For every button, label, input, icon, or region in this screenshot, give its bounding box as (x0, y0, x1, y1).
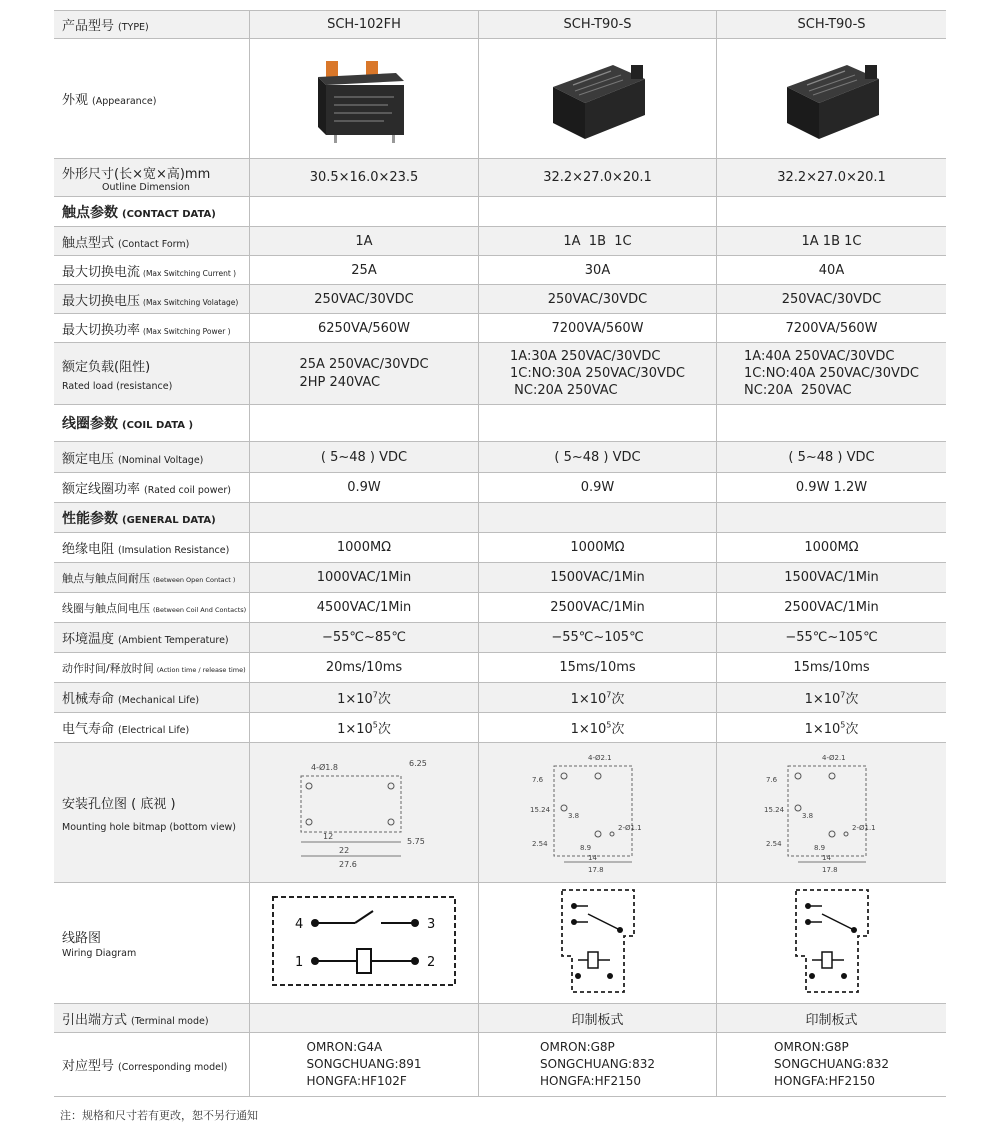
cell-value: 1000MΩ (479, 533, 717, 563)
row-ambient-temp (54, 623, 946, 653)
row-label: 触点型式 (Contact Form) (54, 227, 250, 256)
row-max-power (54, 314, 946, 343)
section-contact (54, 197, 946, 227)
svg-text:3.8: 3.8 (801, 811, 813, 820)
cell-value: $1\times 10^7$次 (479, 683, 717, 713)
row-corresponding (54, 1033, 946, 1097)
model-1: SCH-102FH (250, 11, 479, 39)
row-open-contact (54, 563, 946, 593)
cell-value: 7200VA/560W (717, 314, 947, 343)
row-max-voltage (54, 285, 946, 314)
cell-value: 30A (479, 256, 717, 285)
row-mounting (54, 743, 946, 883)
cell-value: ( 5~48 ) VDC (250, 442, 479, 473)
corresponding-3: OMRON:G8P SONGCHUANG:832 HONGFA:HF2150 (717, 1033, 947, 1097)
cell-value: ( 5~48 ) VDC (479, 442, 717, 473)
cell-value: 1A 1B 1C (479, 227, 717, 256)
row-electrical-life (54, 713, 946, 743)
cell-value: $1\times 10^5$次 (717, 713, 947, 743)
model-3: SCH-T90-S (717, 11, 947, 39)
cell-value: 0.9W 1.2W (717, 473, 947, 503)
corresponding-2: OMRON:G8P SONGCHUANG:832 HONGFA:HF2150 (479, 1033, 717, 1097)
wiring-diagram-3 (717, 883, 947, 1004)
mounting-hole-drawing (528, 746, 668, 876)
cell-value: 4500VAC/1Min (250, 593, 479, 623)
wiring-diagram-drawing (558, 886, 638, 996)
row-label: 线圈与触点间电压 (Between Coil And Contacts) (54, 593, 250, 623)
svg-text:5.75: 5.75 (407, 836, 425, 846)
svg-text:22: 22 (339, 845, 350, 855)
section-heading: 触点参数 (CONTACT DATA) (54, 197, 250, 227)
model-2: SCH-T90-S (479, 11, 717, 39)
svg-text:3.8: 3.8 (567, 811, 579, 820)
cell-value: 6250VA/560W (250, 314, 479, 343)
row-label: 引出端方式 (Terminal mode) (54, 1004, 250, 1033)
relay-t90-image (767, 47, 897, 147)
row-label: 最大切换电流 (Max Switching Current ) (54, 256, 250, 285)
section-general (54, 503, 946, 533)
cell-value: −55℃~105℃ (479, 623, 717, 653)
svg-text:17.8: 17.8 (821, 865, 838, 874)
cell-value: $1\times 10^7$次 (717, 683, 947, 713)
row-label: 额定电压 (Nominal Voltage) (54, 442, 250, 473)
svg-text:2.54: 2.54 (765, 839, 782, 848)
corresponding-1: OMRON:G4A SONGCHUANG:891 HONGFA:HF102F (250, 1033, 479, 1097)
type-label: 产品型号 (TYPE) (54, 11, 250, 39)
svg-text:8.9: 8.9 (579, 843, 591, 852)
svg-text:7.6: 7.6 (765, 775, 777, 784)
row-label: 电气寿命 (Electrical Life) (54, 713, 250, 743)
wiring-diagram-drawing (792, 886, 872, 996)
cell-value: 2500VAC/1Min (479, 593, 717, 623)
cell-value: $1\times 10^5$次 (250, 713, 479, 743)
row-dimension (54, 159, 946, 197)
row-appearance (54, 39, 946, 159)
row-type (54, 11, 946, 39)
row-action-time (54, 653, 946, 683)
row-nominal-voltage (54, 442, 946, 473)
cell-value: 1500VAC/1Min (479, 563, 717, 593)
cell-value: 1500VAC/1Min (717, 563, 947, 593)
relay-image-1 (250, 39, 479, 159)
wiring-diagram-2 (479, 883, 717, 1004)
cell-value: 1000MΩ (717, 533, 947, 563)
cell-value: 1000VAC/1Min (250, 563, 479, 593)
svg-text:12: 12 (323, 831, 334, 841)
cell-value (250, 1004, 479, 1033)
svg-text:27.6: 27.6 (339, 859, 357, 869)
cell-value: −55℃~105℃ (717, 623, 947, 653)
svg-text:15.24: 15.24 (529, 805, 550, 814)
svg-text:4-Ø1.8: 4-Ø1.8 (311, 762, 338, 772)
cell-value: −55℃~85℃ (250, 623, 479, 653)
wiring-diagram-drawing (269, 891, 459, 991)
cell-value: $1\times 10^5$次 (479, 713, 717, 743)
row-label: 环境温度 (Ambient Temperature) (54, 623, 250, 653)
rated-load-2: 1A:30A 250VAC/30VDC 1C:NO:30A 250VAC/30VDC NC:20A 250VAC (479, 343, 717, 405)
cell-value: ( 5~48 ) VDC (717, 442, 947, 473)
row-mechanical-life (54, 683, 946, 713)
svg-text:17.8: 17.8 (587, 865, 604, 874)
cell-value: 1A (250, 227, 479, 256)
rated-load-3: 1A:40A 250VAC/30VDC 1C:NO:40A 250VAC/30VDC NC:20A 250VAC (717, 343, 947, 405)
row-rated-load (54, 343, 946, 405)
cell-value: 250VAC/30VDC (717, 285, 947, 314)
cell-value: 25A (250, 256, 479, 285)
svg-text:14: 14 (821, 853, 831, 862)
relay-image-3 (717, 39, 947, 159)
cell-value: 印制板式 (479, 1004, 717, 1033)
svg-text:6.25: 6.25 (409, 758, 427, 768)
spec-table (54, 10, 946, 1097)
svg-text:1: 1 (295, 955, 304, 970)
cell-value: 2500VAC/1Min (717, 593, 947, 623)
section-heading: 性能参数 (GENERAL DATA) (54, 503, 250, 533)
row-label: 安装孔位图 ( 底视 ) Mounting hole bitmap (bottom view) (54, 743, 250, 883)
footnote: 注：规格和尺寸若有更改，恕不另行通知 (60, 1109, 258, 1122)
svg-text:15.24: 15.24 (763, 805, 784, 814)
svg-text:14: 14 (587, 853, 597, 862)
svg-text:7.6: 7.6 (531, 775, 543, 784)
svg-text:4: 4 (295, 917, 304, 932)
row-label: 最大切换功率 (Max Switching Power ) (54, 314, 250, 343)
dimension-value: 30.5×16.0×23.5 (250, 159, 479, 197)
row-label: 对应型号 (Corresponding model) (54, 1033, 250, 1097)
cell-value: 0.9W (479, 473, 717, 503)
mounting-diagram-1 (250, 743, 479, 883)
appearance-label: 外观 (Appearance) (54, 39, 250, 159)
cell-value: 0.9W (250, 473, 479, 503)
cell-value: 1A 1B 1C (717, 227, 947, 256)
mounting-diagram-2 (479, 743, 717, 883)
cell-value: 印制板式 (717, 1004, 947, 1033)
svg-text:2: 2 (427, 955, 436, 970)
row-wiring (54, 883, 946, 1004)
svg-text:2-Ø1.1: 2-Ø1.1 (851, 823, 876, 832)
row-label: 触点与触点间耐压 (Between Open Contact ) (54, 563, 250, 593)
svg-text:8.9: 8.9 (813, 843, 825, 852)
mounting-hole-drawing (279, 746, 449, 876)
row-label: 额定线圈功率 (Rated coil power) (54, 473, 250, 503)
svg-text:4-Ø2.1: 4-Ø2.1 (821, 753, 846, 762)
row-contact-form (54, 227, 946, 256)
cell-value: 250VAC/30VDC (479, 285, 717, 314)
dimension-label: 外形尺寸(长×宽×高)mm Outline Dimension (54, 159, 250, 197)
cell-value: 7200VA/560W (479, 314, 717, 343)
svg-text:3: 3 (427, 917, 436, 932)
cell-value: 1000MΩ (250, 533, 479, 563)
row-coil-contacts (54, 593, 946, 623)
cell-value: 40A (717, 256, 947, 285)
row-label: 机械寿命 (Mechanical Life) (54, 683, 250, 713)
row-label: 额定负载(阻性) Rated load (resistance) (54, 343, 250, 405)
row-label: 最大切换电压 (Max Switching Volatage) (54, 285, 250, 314)
row-label: 动作时间/释放时间 (Action time / release time) (54, 653, 250, 683)
dimension-value: 32.2×27.0×20.1 (717, 159, 947, 197)
relay-t90-image (533, 47, 663, 147)
row-max-current (54, 256, 946, 285)
dimension-value: 32.2×27.0×20.1 (479, 159, 717, 197)
section-heading: 线圈参数 (COIL DATA ) (54, 405, 250, 442)
row-terminal (54, 1004, 946, 1033)
cell-value: 20ms/10ms (250, 653, 479, 683)
row-coil-power (54, 473, 946, 503)
relay-102fh-image (304, 47, 424, 147)
cell-value: 250VAC/30VDC (250, 285, 479, 314)
mounting-diagram-3 (717, 743, 947, 883)
svg-text:4-Ø2.1: 4-Ø2.1 (587, 753, 612, 762)
wiring-diagram-1 (250, 883, 479, 1004)
cell-value: $1\times 10^7$次 (250, 683, 479, 713)
row-label: 绝缘电阻 (Imsulation Resistance) (54, 533, 250, 563)
svg-text:2-Ø1.1: 2-Ø1.1 (617, 823, 642, 832)
cell-value: 15ms/10ms (479, 653, 717, 683)
svg-text:2.54: 2.54 (531, 839, 548, 848)
cell-value: 15ms/10ms (717, 653, 947, 683)
row-insulation (54, 533, 946, 563)
mounting-hole-drawing (762, 746, 902, 876)
rated-load-1: 25A 250VAC/30VDC 2HP 240VAC (250, 343, 479, 405)
row-label: 线路图 Wiring Diagram (54, 883, 250, 1004)
relay-image-2 (479, 39, 717, 159)
section-coil (54, 405, 946, 442)
